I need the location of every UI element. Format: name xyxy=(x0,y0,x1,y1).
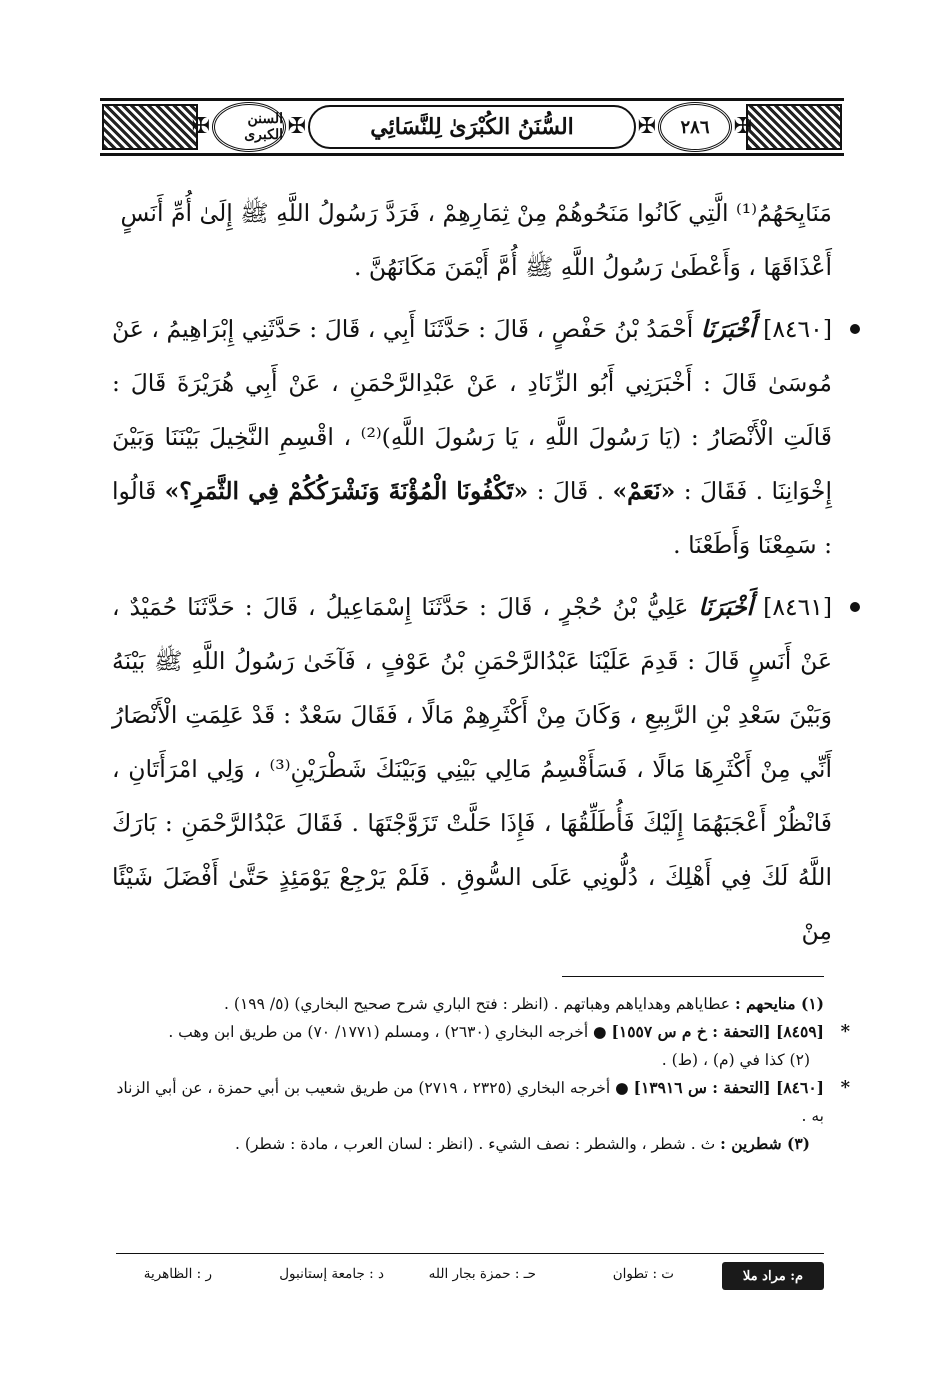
header-top-rule xyxy=(100,98,844,101)
page-header xyxy=(100,98,844,156)
footnote-3 xyxy=(112,1130,824,1158)
akhbarana-word: أَخْبَرَنَا xyxy=(700,315,756,343)
takhrij-label: [٨٤٦٠] [التحفة : س ١٣٩١٦] xyxy=(633,1078,824,1097)
main-text xyxy=(112,186,832,958)
knot-ornament-icon: ✠ xyxy=(733,114,752,139)
hadith-number: [٨٤٦١] xyxy=(763,593,832,621)
hadith-text: أَحْمَدُ بْنُ حَفْصٍ ، قَالَ : حَدَّثَنَا أَبِي ، قَالَ : حَدَّثَنِي إِبْرَاهِيمُ ، عَنْ مُوسَىٰ قَالَ : أَخْبَرَنِي أَبُو الزِّنَادِ ، عَنْ عَبْدِالرَّحْمَنِ ، عَنْ أَبِي هُرَيْرَةَ قَالَ : قَالَتِ الْأَنْصَارُ : (يَا رَسُولَ اللَّهِ ، يَا رَسُولَ اللَّهِ)⁽²⁾ ، اقْسِمِ النَّخِيلَ بَيْنَنَا وَبَيْنَ إِخْوَانِنَا . فَقَالَ : xyxy=(112,315,832,505)
prophet-quote: «تَكْفُونَا الْمُؤْنَةَ وَنَشْرَكُكُمْ فِي الثَّمَرِ؟» xyxy=(164,477,529,505)
hadith-text: قَالُوا : سَمِعْنَا وَأَطَعْنَا . xyxy=(112,477,832,559)
book-emblem xyxy=(212,102,286,152)
header-bottom-rule xyxy=(100,153,844,156)
hadith-text: عَلِيُّ بْنُ حُجْرٍ ، قَالَ : حَدَّثَنَا إِسْمَاعِيلُ ، قَالَ : حَدَّثَنَا حُمَيْدٌ ، عَنْ أَنَسٍ قَالَ : قَدِمَ عَلَيْنَا عَبْدُالرَّحْمَنِ بْنُ عَوْفٍ ، فَآخَىٰ رَسُولُ اللَّهِ ﷺ بَيْنَهُ وَبَيْنَ سَعْدِ بْنِ الرَّبِيعِ ، وَكَانَ مِنْ أَكْثَرِهِمْ مَالًا ، فَقَالَ سَعْدٌ : قَدْ عَلِمَتِ الْأَنْصَارُ أَنِّي مِنْ أَكْثَرِهَا مَالًا ، فَسَأَقْسِمُ مَالِي بَيْنِي وَبَيْنَكَ شَطْرَيْنِ⁽³⁾ ، وَلِي امْرَأَتَانِ ، فَانْظُرْ أَعْجَبَهُمَا إِلَيْكَ فَأُطَلِّقُهَا ، فَإِذَا حَلَّتْ تَزَوَّجْتَهَا . فَقَالَ عَبْدُالرَّحْمَنِ : بَارَكَ اللَّهُ لَكَ فِي أَهْلِكَ ، دُلُّونِي عَلَى السُّوقِ . فَلَمْ يَرْجِعْ يَوْمَئِذٍ حَتَّىٰ أَفْضَلَ شَيْئًا مِنْ xyxy=(112,593,832,945)
akhbarana-word: أَخْبَرَنَا xyxy=(698,593,754,621)
takhrij-label: [٨٤٥٩] [التحفة : خ م س ١٥٥٧] xyxy=(611,1022,824,1041)
manuscript-key-bar xyxy=(112,1262,824,1292)
manuscript-key-r: ر : الظاهرية xyxy=(143,1266,212,1282)
manuscript-key-d: د : جامعة إستانبول xyxy=(279,1266,384,1282)
intro-line: مَنَايِحَهُمُ⁽¹⁾ الَّتِي كَانُوا مَنَحُوهُمْ مِنْ ثِمَارِهِمْ ، فَرَدَّ رَسُولُ اللَّهِ ﷺ إِلَىٰ أُمِّ أَنَسٍ xyxy=(120,199,832,227)
bullet-icon xyxy=(850,324,860,334)
takhrij-8460 xyxy=(112,1074,850,1130)
footnote-1 xyxy=(112,990,824,1018)
book-title: السُّنَنُ الكُبْرَىٰ لِلنَّسَائِي xyxy=(370,114,574,140)
footnote-2: (٢) كذا في (م) ، (ط) . xyxy=(661,1051,810,1069)
prophet-quote: «نَعَمْ» xyxy=(612,477,676,505)
hadith-8461 xyxy=(112,580,832,958)
footnotes xyxy=(112,990,850,1158)
book-title-cartouche xyxy=(308,105,636,149)
badge-text: م: مراد ملا xyxy=(742,1268,804,1284)
manuscript-key-h: حـ : حمزة بجار الله xyxy=(428,1266,536,1282)
takhrij-8459 xyxy=(112,1018,850,1046)
takhrij-text: ● أخرجه البخاري (٢٣٢٥ ، ٢٧١٩) من طريق شعيب بن أبي حمزة ، عن أبي الزناد به . xyxy=(116,1079,824,1125)
footnote-separator xyxy=(562,976,824,977)
asterisk-icon: * xyxy=(840,1021,850,1042)
hadith-8460 xyxy=(112,302,832,572)
footnote-text: ث . شطر ، والشطر : نصف الشيء . (انظر : لسان العرب ، مادة : شطر) . xyxy=(235,1135,716,1153)
page-number-medallion xyxy=(658,102,732,152)
page-number: ٢٨٦ xyxy=(680,116,710,138)
bottom-separator xyxy=(116,1253,824,1254)
footnote-label: (٣) شطرين : xyxy=(720,1134,810,1153)
manuscript-key-t: ت : تطوان xyxy=(612,1266,674,1282)
knot-ornament-icon: ✠ xyxy=(191,114,210,139)
intro-line: أَعْذَاقَهَا ، وَأَعْطَىٰ رَسُولُ اللَّهِ ﷺ أُمَّ أَيْمَنَ مَكَانَهُنَّ . xyxy=(353,253,832,281)
footnote-text: عطاياهم وهداياهم وهباتهم . (انظر : فتح الباري شرح صحيح البخاري) (٥/ ١٩٩) . xyxy=(224,995,731,1013)
asterisk-icon: * xyxy=(840,1077,850,1098)
ornament-left-icon xyxy=(102,104,198,150)
knot-ornament-icon: ✠ xyxy=(287,114,306,139)
takhrij-text: ● أخرجه البخاري (٢٦٣٠) ، ومسلم (١٧٧١/ ٧٠) من طريق ابن وهب . xyxy=(168,1023,607,1041)
hadith-text: . قَالَ : xyxy=(536,477,605,505)
book-emblem-text: السنن الكبرى xyxy=(244,111,283,143)
bullet-icon xyxy=(850,602,860,612)
hadith-number: [٨٤٦٠] xyxy=(763,315,832,343)
footnote-label: (١) منايحهم : xyxy=(734,994,824,1013)
knot-ornament-icon: ✠ xyxy=(637,114,656,139)
manuscript-badge xyxy=(722,1262,824,1290)
ornament-right-icon xyxy=(746,104,842,150)
